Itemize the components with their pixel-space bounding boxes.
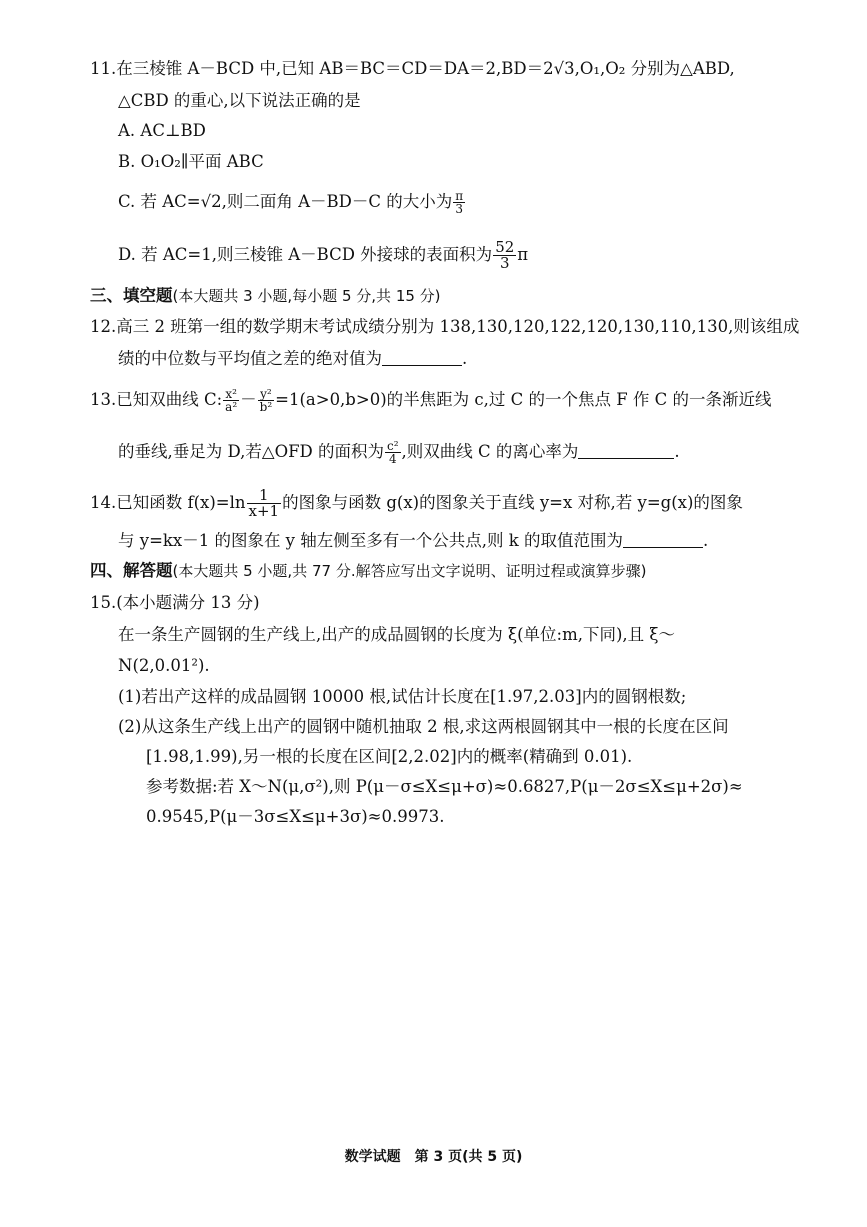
q13-line2-pre: 的垂线,垂足为 D,若△OFD 的面积为 — [118, 442, 385, 461]
q11-stem-line2: △CBD 的重心,以下说法正确的是 — [118, 91, 361, 110]
q13-line2-post: ,则双曲线 C 的离心率为 — [401, 442, 579, 461]
q15-reference-line1: 参考数据:若 X～N(μ,σ²),则 P(μ－σ≤X≤μ+σ)≈0.6827,P(μ－2σ≤X≤μ+2σ)≈ — [146, 777, 743, 796]
section-3-note: (本大题共 3 小题,每小题 5 分,共 15 分) — [172, 287, 441, 305]
fraction-numerator: y² — [258, 388, 275, 401]
q11-option-c — [118, 190, 466, 215]
q14-tail: . — [702, 531, 709, 550]
fraction-numerator: 52 — [495, 238, 515, 256]
q15-line2: N(2,0.01²). — [118, 656, 210, 675]
q13-fraction-2 — [258, 388, 275, 413]
q13-fraction-3 — [385, 440, 401, 465]
q15-reference-line2: 0.9545,P(μ－3σ≤X≤μ+3σ)≈0.9973. — [146, 807, 445, 826]
q13-tail: . — [674, 442, 680, 461]
q11-option-c-text: C. 若 AC=√2,则二面角 A－BD－C 的大小为 — [118, 192, 453, 211]
q13-fraction-1 — [223, 388, 239, 413]
fraction-numerator: π — [455, 189, 464, 203]
q13-line2 — [118, 440, 680, 465]
q11-option-b: B. O₁O₂∥平面 ABC — [118, 152, 264, 171]
fraction-denominator: a² — [225, 400, 238, 414]
q11-option-d-text: D. 若 AC=1,则三棱锥 A－BCD 外接球的表面积为 — [118, 245, 493, 264]
q15-part1: (1)若出产这样的成品圆钢 10000 根,试估计长度在[1.97,2.03]内的圆钢根数; — [118, 687, 687, 706]
q15-part2-line2: [1.98,1.99),另一根的长度在区间[2,2.02]内的概率(精确到 0.01). — [146, 747, 633, 766]
q12-line1: 12.高三 2 班第一组的数学期末考试成绩分别为 138,130,120,122,120,130,110,130,则该组成 — [90, 317, 800, 336]
q11-option-d-fraction — [493, 240, 516, 271]
fraction-denominator: b² — [259, 400, 273, 414]
fraction-numerator: c² — [387, 439, 399, 453]
section-4-heading — [90, 560, 646, 582]
q12-tail: . — [462, 349, 468, 368]
q13-post: =1(a>0,b>0)的半焦距为 c,过 C 的一个焦点 F 作 C 的一条渐近线 — [275, 390, 772, 409]
q11-option-a: A. AC⊥BD — [118, 121, 206, 140]
q14-post: 的图象与函数 g(x)的图象关于直线 y=x 对称,若 y=g(x)的图象 — [282, 493, 743, 512]
q14-answer-blank — [623, 531, 703, 548]
q15-header: 15.(本小题满分 13 分) — [90, 593, 260, 612]
fraction-denominator: 3 — [499, 254, 510, 272]
q14-fraction — [247, 488, 282, 519]
section-3-heading — [90, 285, 441, 307]
q12-answer-blank — [382, 349, 462, 366]
fraction-numerator: x² — [223, 388, 239, 401]
section-3-title: 三、填空题 — [90, 286, 173, 305]
section-4-title: 四、解答题 — [90, 561, 173, 580]
q13-answer-blank — [578, 442, 674, 459]
q12-line2-text: 绩的中位数与平均值之差的绝对值为 — [118, 349, 382, 368]
q13-pre: 13.已知双曲线 C: — [90, 390, 223, 409]
q13-line1 — [90, 388, 772, 413]
fraction-denominator: 4 — [388, 452, 397, 466]
fraction-numerator: 1 — [247, 488, 282, 504]
fraction-denominator: x+1 — [248, 502, 280, 520]
q11-option-d-tail: π — [517, 245, 529, 264]
q15-part2-line1: (2)从这条生产线上出产的圆钢中随机抽取 2 根,求这两根圆钢其中一根的长度在区间 — [118, 717, 729, 736]
q14-pre: 14.已知函数 f(x)=ln — [90, 493, 246, 512]
q13-minus: － — [240, 390, 257, 409]
q11-option-d — [118, 240, 528, 271]
section-4-note: (本大题共 5 小题,共 77 分.解答应写出文字说明、证明过程或演算步骤) — [172, 562, 647, 580]
q14-line1 — [90, 488, 743, 519]
q14-line2-text: 与 y=kx－1 的图象在 y 轴左侧至多有一个公共点,则 k 的取值范围为 — [118, 531, 623, 550]
page-footer: 数学试题 第 3 页(共 5 页) — [344, 1149, 523, 1165]
q12-line2 — [118, 348, 467, 370]
fraction-denominator: 3 — [455, 202, 464, 216]
q15-line1: 在一条生产圆钢的生产线上,出产的成品圆钢的长度为 ξ(单位:m,下同),且 ξ～ — [118, 625, 675, 644]
q14-line2 — [118, 530, 708, 552]
q11-option-c-fraction — [453, 190, 465, 215]
q11-stem-line1: 11.在三棱锥 A－BCD 中,已知 AB＝BC＝CD＝DA＝2,BD＝2√3,O₁,O₂ 分别为△ABD, — [90, 59, 735, 78]
